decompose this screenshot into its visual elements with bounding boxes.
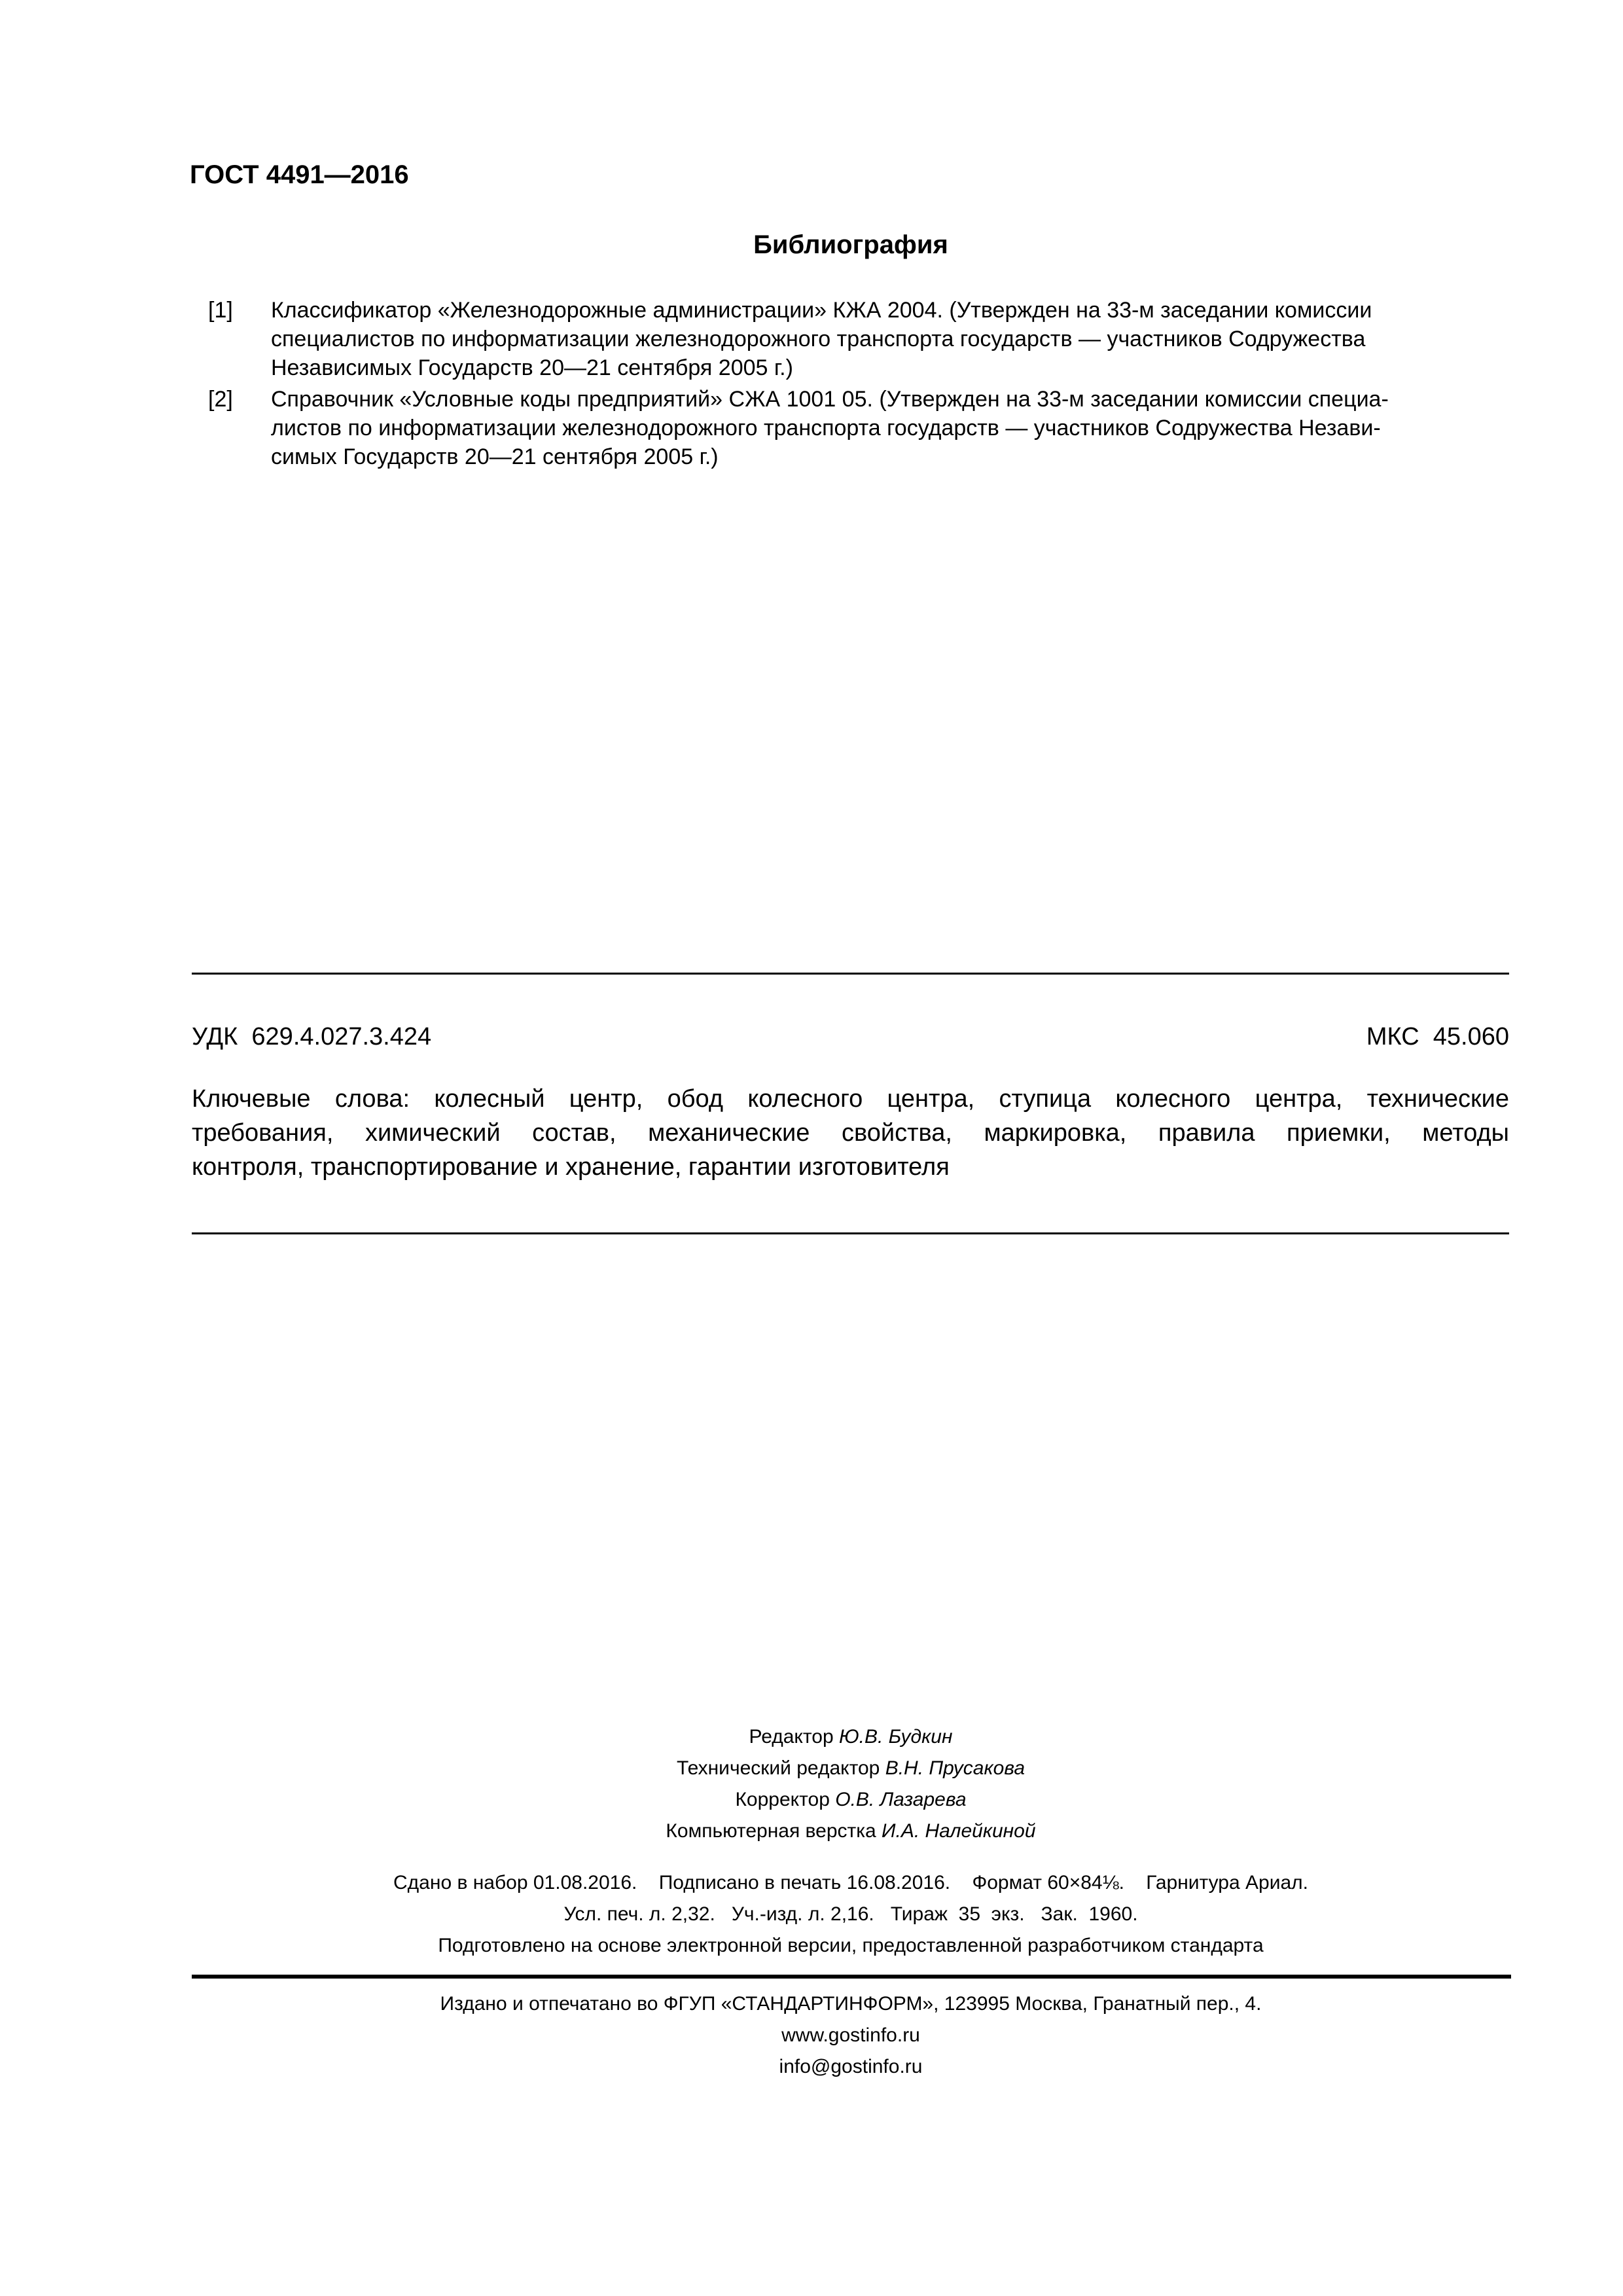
publisher-divider bbox=[192, 1975, 1511, 1979]
reference-text bbox=[271, 296, 1504, 382]
staff-line bbox=[0, 1721, 1623, 1753]
reference-number: [1] bbox=[208, 298, 233, 323]
staff-name: В.Н. Прусакова bbox=[885, 1757, 1026, 1779]
bibliography-item bbox=[208, 296, 1504, 382]
reference-line: Справочник «Условные коды предприятий» СЖА 1001 05. (Утвержден на 33-м заседании комиссии специа- bbox=[271, 387, 1389, 412]
staff-credits bbox=[0, 1721, 1623, 1847]
staff-line bbox=[0, 1816, 1623, 1847]
bibliography-item bbox=[208, 385, 1504, 471]
reference-line: симых Государств 20—21 сентября 2005 г.) bbox=[271, 444, 719, 469]
publisher-contacts bbox=[0, 2020, 1623, 2083]
keywords bbox=[192, 1082, 1509, 1184]
reference-number: [2] bbox=[208, 387, 233, 412]
keywords-line: требования, химический состав, механические свойства, маркировка, правила приемки, методы bbox=[192, 1119, 1509, 1147]
keywords-line: контроля, транспортирование и хранение, гарантии изготовителя bbox=[192, 1153, 950, 1181]
classification-row bbox=[192, 1023, 1509, 1051]
staff-name: И.А. Налейкиной bbox=[882, 1820, 1036, 1842]
staff-name: О.В. Лазарева bbox=[835, 1789, 967, 1810]
website-link[interactable]: www.gostinfo.ru bbox=[781, 2024, 920, 2046]
staff-role: Корректор bbox=[735, 1789, 836, 1810]
keywords-line: Ключевые слова: колесный центр, обод колесного центра, ступица колесного центра, технические bbox=[192, 1085, 1509, 1113]
mks-code: МКС 45.060 bbox=[1366, 1023, 1509, 1050]
email-link[interactable]: info@gostinfo.ru bbox=[779, 2056, 923, 2077]
staff-line bbox=[0, 1784, 1623, 1816]
bibliography-list bbox=[208, 296, 1504, 474]
imprint-line: Усл. печ. л. 2,32. Уч.-изд. л. 2,16. Тираж 35 экз. Зак. 1960. bbox=[563, 1903, 1138, 1925]
udk-code: УДК 629.4.027.3.424 bbox=[192, 1023, 432, 1050]
reference-text bbox=[271, 385, 1504, 471]
staff-role: Компьютерная верстка bbox=[666, 1820, 882, 1842]
divider-top bbox=[192, 973, 1509, 975]
staff-role: Технический редактор bbox=[676, 1757, 885, 1779]
imprint-line: Подготовлено на основе электронной версии, предоставленной разработчиком стандарта bbox=[438, 1935, 1264, 1956]
imprint-line: Сдано в набор 01.08.2016. Подписано в печать 16.08.2016. Формат 60×84⅛. Гарнитура Ариал. bbox=[393, 1872, 1308, 1893]
reference-line: Классификатор «Железнодорожные администрации» КЖА 2004. (Утвержден на 33-м заседании комиссии bbox=[271, 298, 1372, 323]
publisher-info bbox=[0, 1988, 1623, 2083]
imprint bbox=[0, 1867, 1623, 1962]
divider-bottom bbox=[192, 1232, 1509, 1234]
reference-line: Независимых Государств 20—21 сентября 2005 г.) bbox=[271, 355, 793, 380]
publisher-line: Издано и отпечатано во ФГУП «СТАНДАРТИНФОРМ», 123995 Москва, Гранатный пер., 4. bbox=[440, 1993, 1262, 2015]
staff-role: Редактор bbox=[749, 1726, 839, 1748]
document-code: ГОСТ 4491—2016 bbox=[190, 160, 409, 189]
reference-line: специалистов по информатизации железнодорожного транспорта государств — участников Содружества bbox=[271, 327, 1366, 351]
staff-line bbox=[0, 1753, 1623, 1784]
reference-line: листов по информатизации железнодорожного транспорта государств — участников Содружества Незави- bbox=[271, 416, 1381, 440]
bibliography-title: Библиография bbox=[753, 230, 948, 259]
staff-name: Ю.В. Будкин bbox=[838, 1726, 953, 1748]
